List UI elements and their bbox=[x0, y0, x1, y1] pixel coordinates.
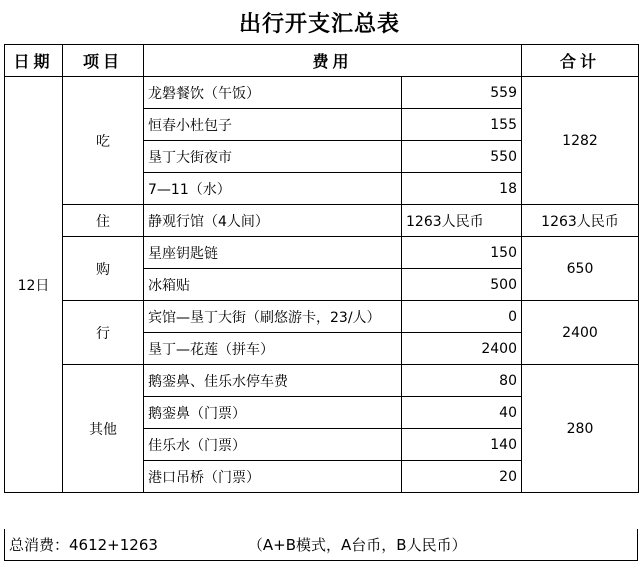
expense-description: 静观行馆（4人间） bbox=[144, 205, 402, 237]
expense-amount: 1263人民币 bbox=[402, 205, 522, 237]
table-row bbox=[5, 301, 639, 333]
category-total: 280 bbox=[522, 365, 639, 493]
category-cell: 其他 bbox=[63, 365, 144, 493]
sheet-title: 出行开支汇总表 bbox=[238, 11, 400, 37]
summary-footer bbox=[4, 529, 638, 561]
expense-description: 恒春小杜包子 bbox=[144, 109, 402, 141]
expense-amount: 0 bbox=[402, 301, 522, 333]
expense-amount: 500 bbox=[402, 269, 522, 301]
grand-total: 总消费：4612+1263 bbox=[9, 536, 158, 554]
expense-description: 冰箱贴 bbox=[144, 269, 402, 301]
expense-description: 港口吊桥（门票） bbox=[144, 461, 402, 493]
table-row bbox=[5, 237, 639, 269]
header-row bbox=[5, 45, 639, 77]
category-cell: 购 bbox=[63, 237, 144, 301]
expense-table bbox=[4, 44, 639, 493]
table-row bbox=[5, 365, 639, 397]
category-cell: 吃 bbox=[63, 77, 144, 205]
date-cell: 12日 bbox=[5, 77, 63, 493]
expense-amount: 150 bbox=[402, 237, 522, 269]
category-cell: 住 bbox=[63, 205, 144, 237]
expense-amount: 559 bbox=[402, 77, 522, 109]
expense-description: 垦丁大街夜市 bbox=[144, 141, 402, 173]
category-total: 1263人民币 bbox=[522, 205, 639, 237]
expense-amount: 80 bbox=[402, 365, 522, 397]
expense-amount: 18 bbox=[402, 173, 522, 205]
expense-amount: 40 bbox=[402, 397, 522, 429]
category-cell: 行 bbox=[63, 301, 144, 365]
category-total: 1282 bbox=[522, 77, 639, 205]
expense-amount: 2400 bbox=[402, 333, 522, 365]
expense-description: 垦丁—花莲（拼车） bbox=[144, 333, 402, 365]
expense-amount: 550 bbox=[402, 141, 522, 173]
header-total: 合计 bbox=[522, 45, 639, 77]
expense-description: 宾馆—垦丁大街（刷悠游卡，23/人） bbox=[144, 301, 402, 333]
category-total: 650 bbox=[522, 237, 639, 301]
header-date: 日期 bbox=[5, 45, 63, 77]
expense-description: 鹅銮鼻（门票） bbox=[144, 397, 402, 429]
table-row bbox=[5, 77, 639, 109]
expense-description: 佳乐水（门票） bbox=[144, 429, 402, 461]
currency-note: （A+B模式，A台币，B人民币） bbox=[247, 536, 467, 554]
expense-amount: 155 bbox=[402, 109, 522, 141]
table-body bbox=[5, 77, 639, 493]
expense-amount: 140 bbox=[402, 429, 522, 461]
category-total: 2400 bbox=[522, 301, 639, 365]
expense-amount: 20 bbox=[402, 461, 522, 493]
expense-description: 鹅銮鼻、佳乐水停车费 bbox=[144, 365, 402, 397]
expense-description: 7—11（水） bbox=[144, 173, 402, 205]
header-cost: 费用 bbox=[144, 45, 522, 77]
table-row bbox=[5, 205, 639, 237]
header-item: 项目 bbox=[63, 45, 144, 77]
expense-description: 龙磐餐饮（午饭） bbox=[144, 77, 402, 109]
expense-description: 星座钥匙链 bbox=[144, 237, 402, 269]
